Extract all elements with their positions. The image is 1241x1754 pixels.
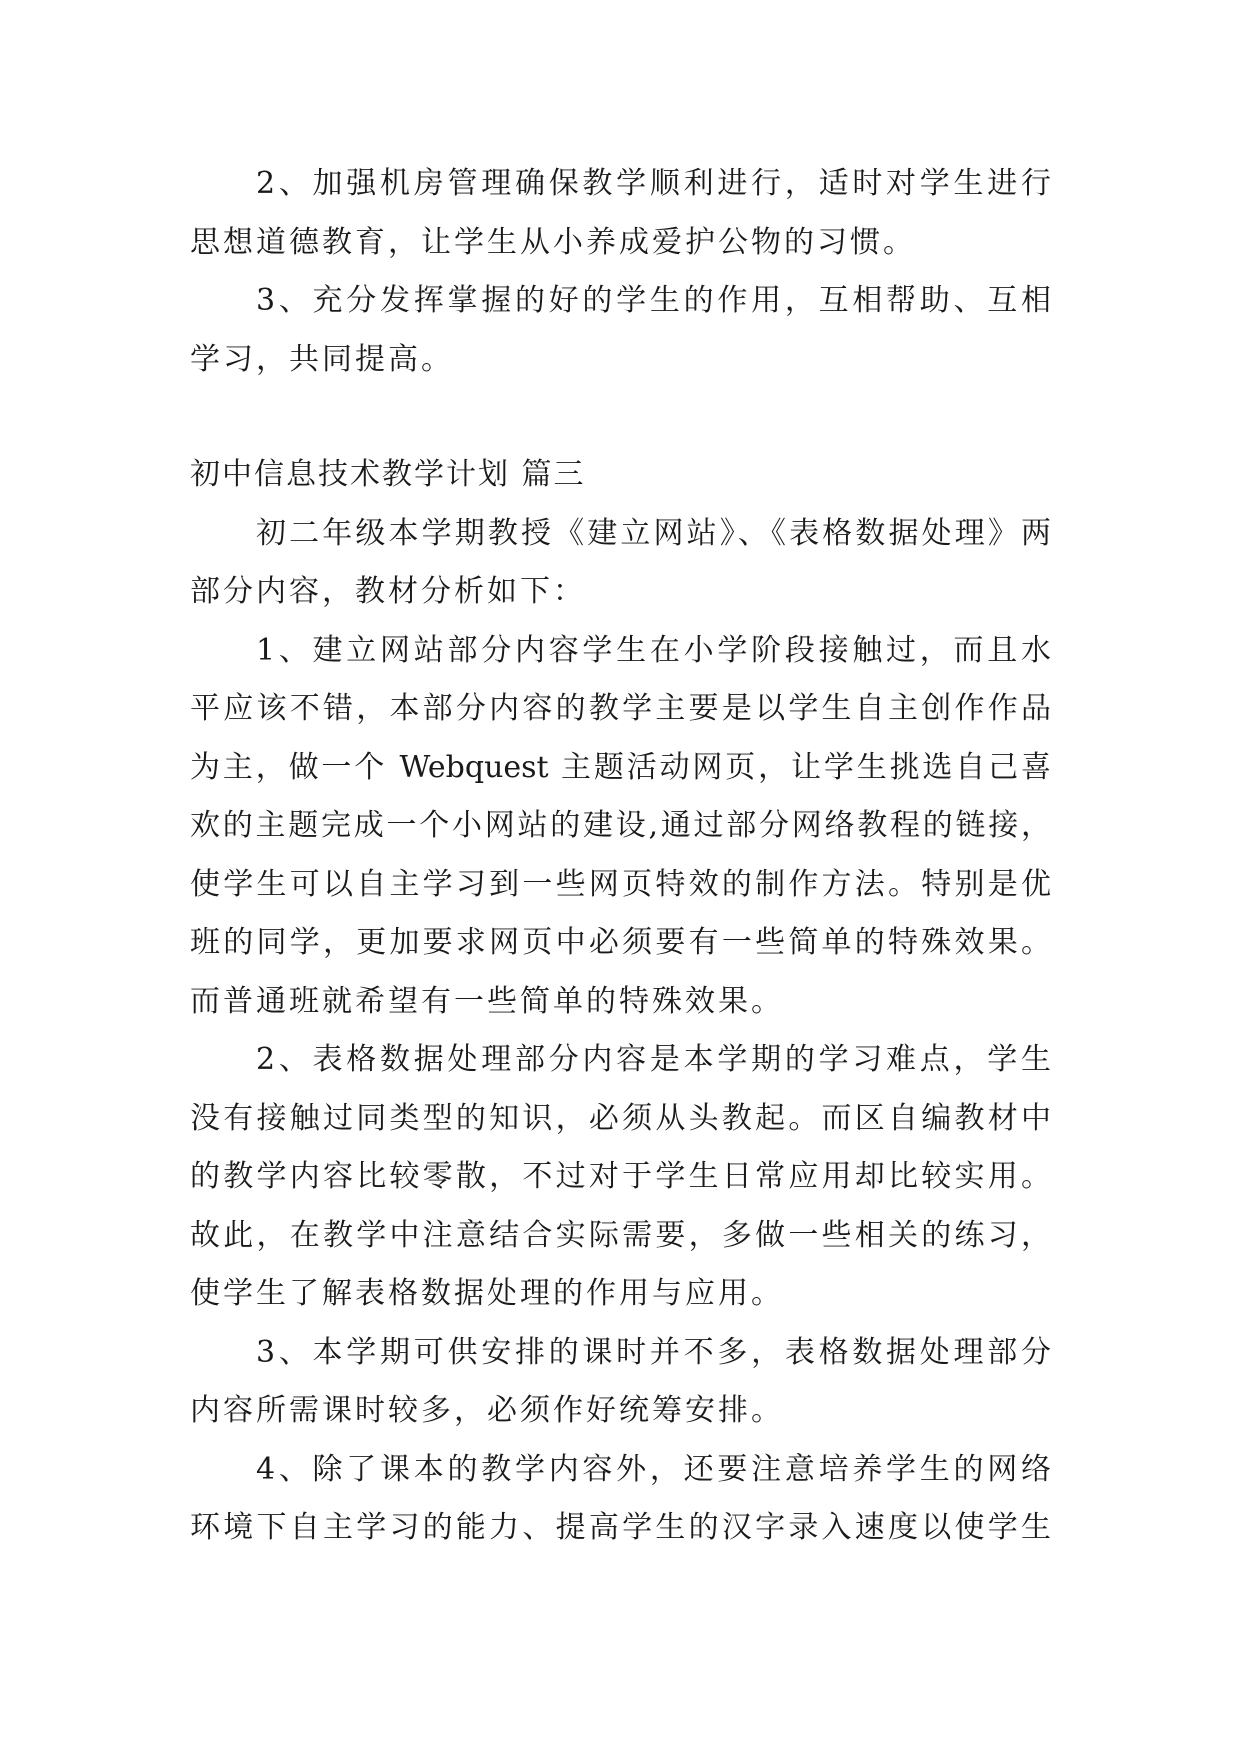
paragraph-line: 2、加强机房管理确保教学顺利进行，适时对学生进行 [256, 166, 1051, 201]
paragraph-line: 初二年级本学期教授《建立网站》、《表格数据处理》两 [256, 515, 1051, 551]
paragraph-line: 平应该不错，本部分内容的教学主要是以学生自主创作作品 [190, 691, 1051, 726]
paragraph [190, 1031, 1051, 1324]
paragraph-line: 3、本学期可供安排的课时并不多，表格数据处理部分 [256, 1334, 1051, 1370]
paragraph-line: 欢的主题完成一个小网站的建设,通过部分网络教程的链接， [190, 808, 1051, 843]
paragraph-line: 使学生了解表格数据处理的作用与应用。 [190, 1276, 784, 1311]
paragraph-line: 使学生可以自主学习到一些网页特效的制作方法。特别是优 [190, 866, 1051, 902]
section-heading: 初中信息技术教学计划 篇三 [190, 457, 586, 492]
paragraph-line: 1、建立网站部分内容学生在小学阶段接触过，而且水 [256, 632, 1051, 668]
document-body [190, 155, 1051, 1558]
paragraph [190, 1441, 1051, 1558]
paragraph-line: 没有接触过同类型的知识，必须从头教起。而区自编教材中 [190, 1100, 1051, 1136]
paragraph-line: 班的同学，更加要求网页中必须要有一些简单的特殊效果。 [190, 925, 1051, 960]
paragraph-line: 的教学内容比较零散，不过对于学生日常应用却比较实用。 [190, 1159, 1051, 1194]
paragraph-line: 环境下自主学习的能力、提高学生的汉字录入速度以使学生 [190, 1510, 1051, 1545]
paragraph-line: 而普通班就希望有一些简单的特殊效果。 [190, 983, 784, 1019]
paragraph-line: 思想道德教育，让学生从小养成爱护公物的习惯。 [190, 224, 916, 260]
paragraph-line: 内容所需课时较多，必须作好统筹安排。 [190, 1393, 784, 1428]
paragraph-line: 2、表格数据处理部分内容是本学期的学习难点，学生 [256, 1042, 1051, 1077]
paragraph-line: 故此，在教学中注意结合实际需要，多做一些相关的练习， [190, 1217, 1051, 1253]
paragraph-line: 3、充分发挥掌握的好的学生的作用，互相帮助、互相 [256, 283, 1051, 318]
paragraph [190, 155, 1051, 272]
paragraph-line: 为主，做一个 Webquest 主题活动网页，让学生挑选自己喜 [190, 749, 1051, 785]
paragraph [190, 505, 1051, 622]
paragraph [190, 272, 1051, 389]
paragraph-line: 学习，共同提高。 [190, 341, 454, 377]
paragraph-line: 4、除了课本的教学内容外，还要注意培养学生的网络 [256, 1451, 1051, 1487]
paragraph [190, 1324, 1051, 1441]
paragraph-line: 部分内容，教材分析如下： [190, 574, 586, 609]
paragraph [190, 622, 1051, 1032]
